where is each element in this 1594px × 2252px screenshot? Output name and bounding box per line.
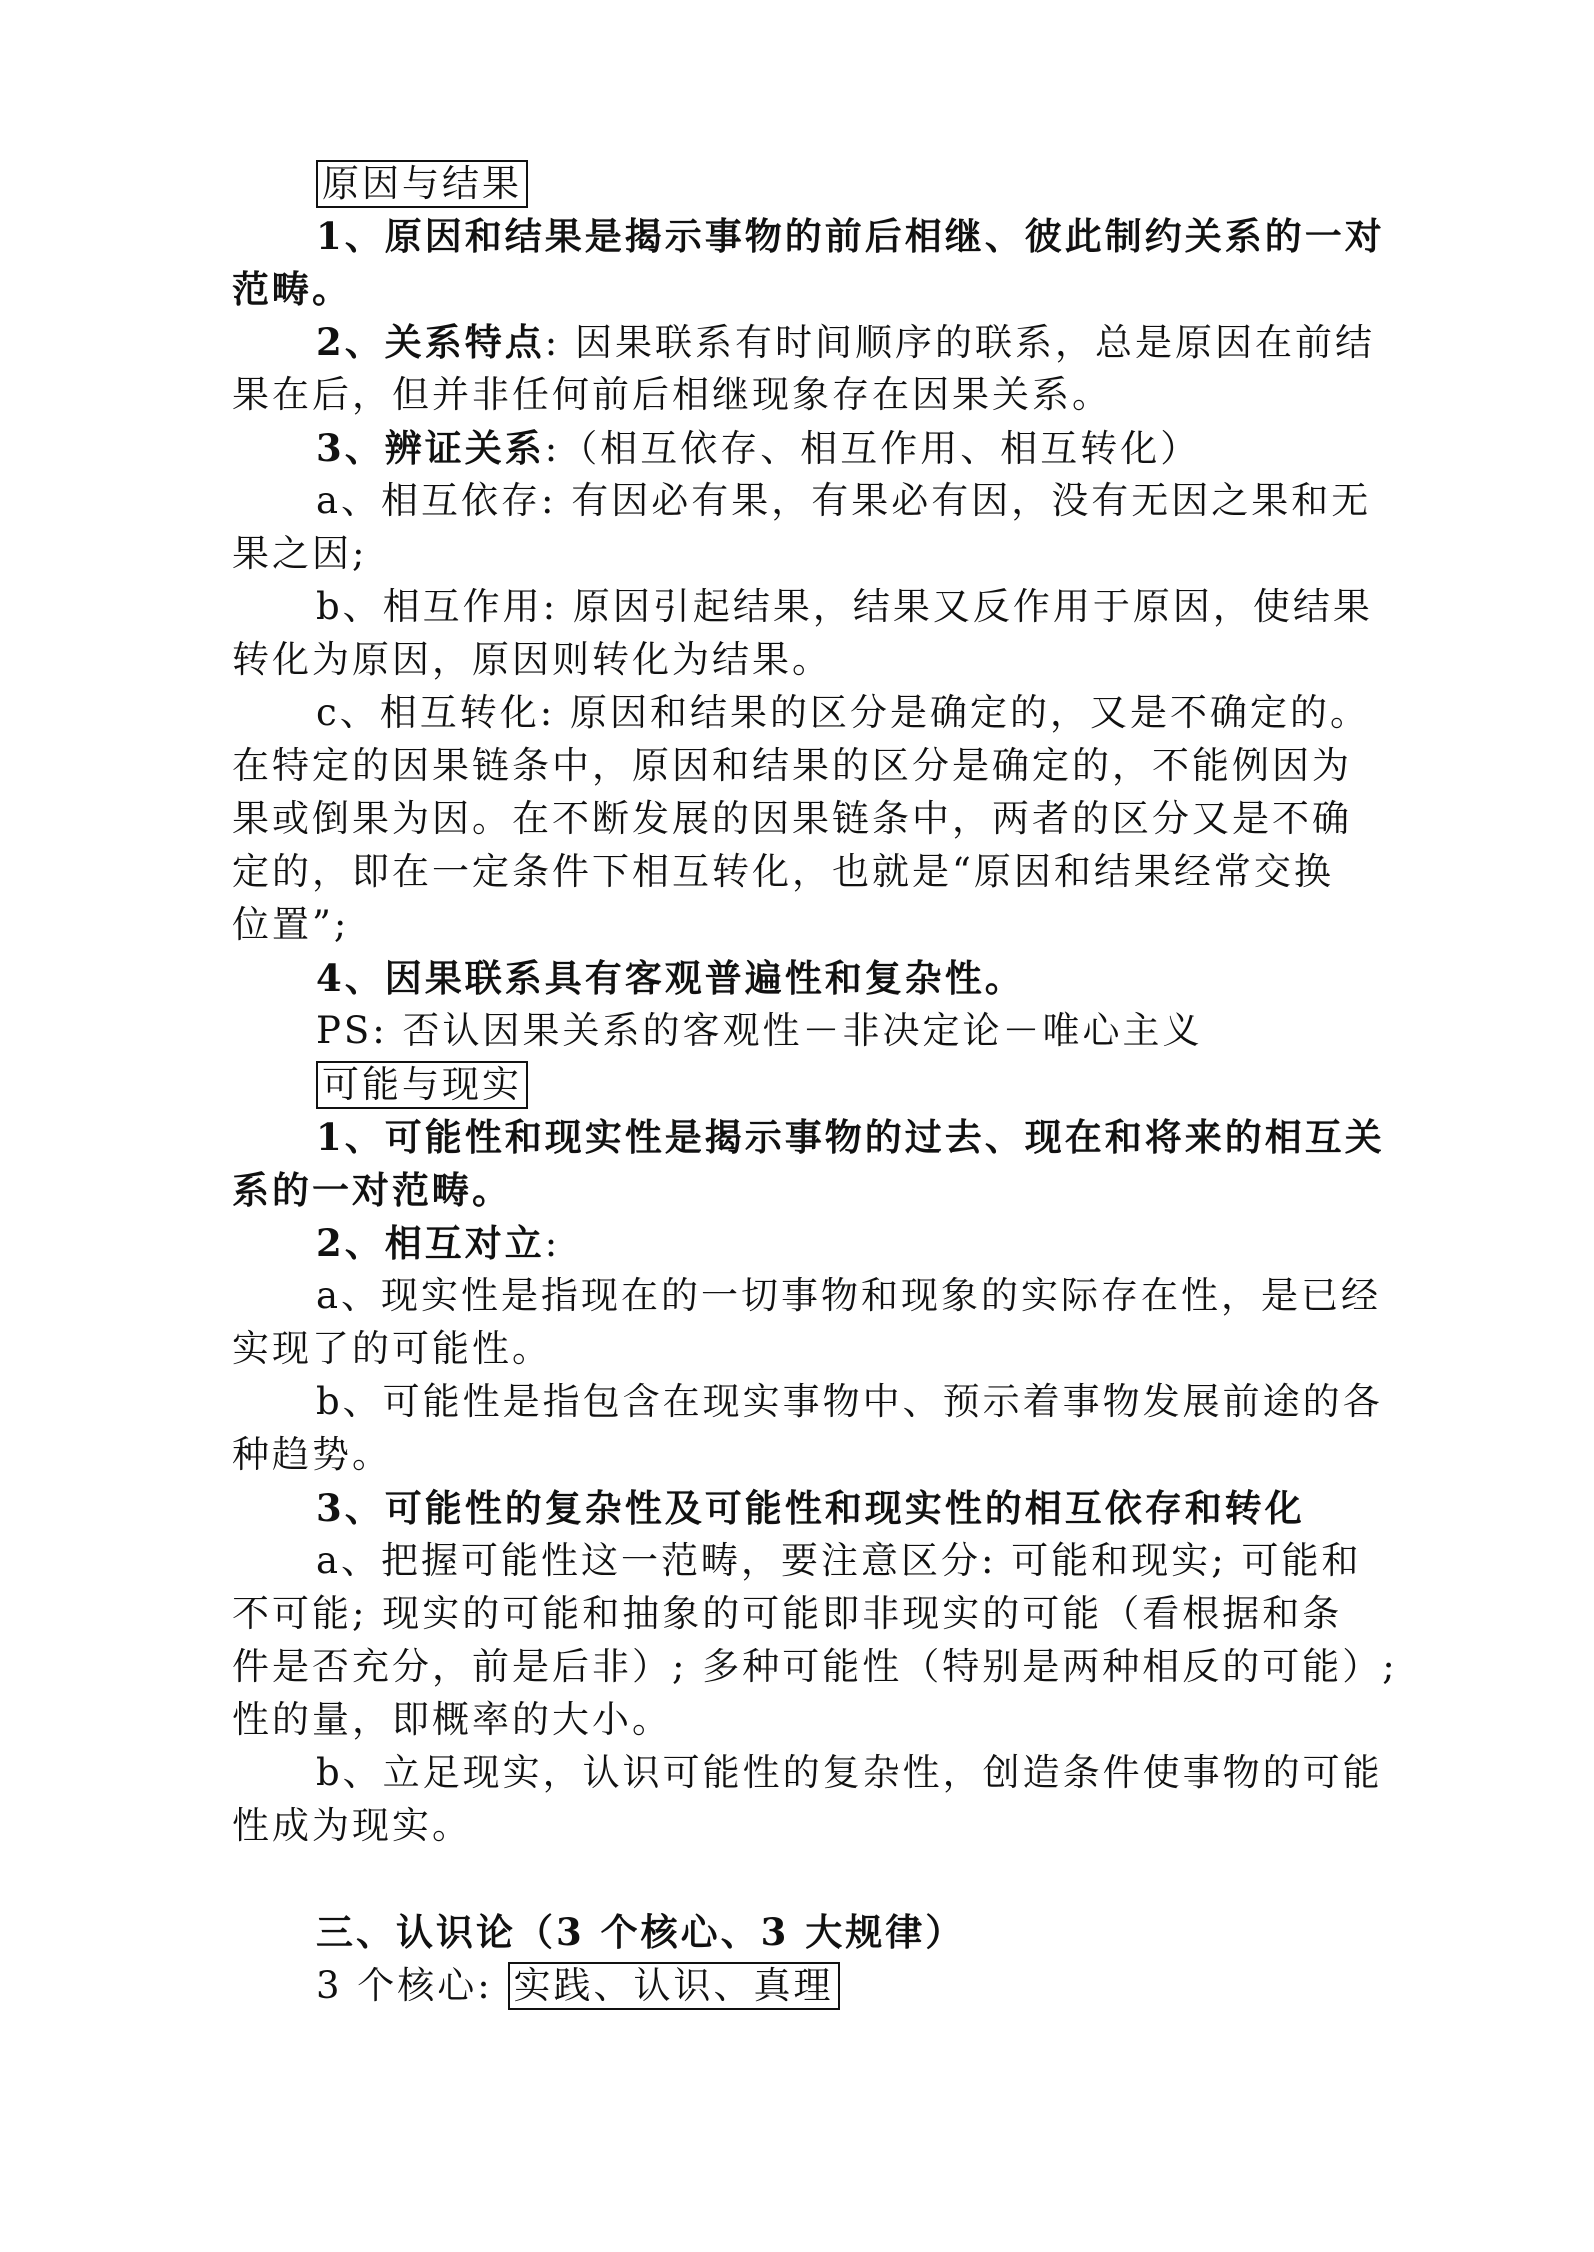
paragraph-line: 件是否充分，前是后非）; 多种可能性（特别是两种相反的可能）;	[232, 1645, 1398, 1688]
paragraph-line: a、相互依存: 有因必有果，有果必有因，没有无因之果和无	[316, 479, 1372, 522]
bold-label: 2、关系特点	[316, 320, 545, 364]
paragraph-line: 实现了的可能性。	[232, 1327, 552, 1370]
paragraph-line: 性的量，即概率的大小。	[232, 1698, 672, 1741]
text-run: :（相互依存、相互作用、相互转化）	[544, 427, 1201, 470]
paragraph-line: 系的一对范畴。	[232, 1168, 512, 1212]
paragraph-line: 种趋势。	[232, 1433, 392, 1476]
core-label: 3 个核心:	[316, 1964, 508, 2007]
paragraph-line: 性成为现实。	[232, 1804, 472, 1847]
paragraph-line	[316, 319, 1432, 366]
bold-label: 2、相互对立	[316, 1221, 545, 1265]
paragraph-line: 1、原因和结果是揭示事物的前后相继、彼此制约关系的一对	[316, 214, 1385, 258]
paragraph-line: b、相互作用: 原因引起结果，结果又反作用于原因，使结果	[316, 585, 1373, 628]
boxed-heading: 可能与现实	[316, 1061, 528, 1109]
paragraph-line: 范畴。	[232, 267, 352, 311]
boxed-core-items: 实践、认识、真理	[508, 1962, 840, 2010]
boxed-heading: 原因与结果	[316, 160, 528, 208]
text-run: :	[544, 1222, 561, 1265]
text-run: : 因果联系有时间顺序的联系，总是原因在前结	[544, 321, 1375, 364]
paragraph-line: 果在后，但并非任何前后相继现象存在因果关系。	[232, 373, 1112, 416]
paragraph-line: 转化为原因，原因则转化为结果。	[232, 638, 832, 681]
paragraph-line: 1、可能性和现实性是揭示事物的过去、现在和将来的相互关	[316, 1115, 1385, 1159]
paragraph-line: c、相互转化: 原因和结果的区分是确定的，又是不确定的。	[316, 691, 1370, 734]
section-heading-cause-effect	[316, 160, 1432, 208]
paragraph-line: b、立足现实，认识可能性的复杂性，创造条件使事物的可能	[316, 1751, 1383, 1794]
core-line	[316, 1962, 1432, 2010]
paragraph-line: 果之因;	[232, 532, 368, 575]
section-heading-possibility-reality	[316, 1061, 1432, 1109]
paragraph-line: 4、因果联系具有客观普遍性和复杂性。	[316, 956, 1025, 1000]
section-title-epistemology: 三、认识论（3 个核心、3 大规律）	[316, 1910, 966, 1954]
paragraph-line: 3、可能性的复杂性及可能性和现实性的相互依存和转化	[316, 1486, 1305, 1530]
paragraph-line: 在特定的因果链条中，原因和结果的区分是确定的，不能例因为	[232, 744, 1352, 787]
paragraph-line: 定的，即在一定条件下相互转化，也就是“原因和结果经常交换	[232, 850, 1334, 893]
paragraph-line: 不可能; 现实的可能和抽象的可能即非现实的可能（看根据和条	[232, 1592, 1343, 1635]
paragraph-line: 位置”;	[232, 903, 350, 946]
paragraph-line: a、现实性是指现在的一切事物和现象的实际存在性，是已经	[316, 1274, 1382, 1317]
paragraph-line	[316, 1220, 1432, 1267]
paragraph-line: a、把握可能性这一范畴，要注意区分: 可能和现实; 可能和	[316, 1539, 1362, 1582]
paragraph-line	[316, 425, 1432, 472]
bold-label: 3、辨证关系	[316, 426, 545, 470]
ps-note: PS: 否认因果关系的客观性－非决定论－唯心主义	[316, 1009, 1203, 1052]
paragraph-line: b、可能性是指包含在现实事物中、预示着事物发展前途的各	[316, 1380, 1383, 1423]
paragraph-line: 果或倒果为因。在不断发展的因果链条中，两者的区分又是不确	[232, 797, 1352, 840]
